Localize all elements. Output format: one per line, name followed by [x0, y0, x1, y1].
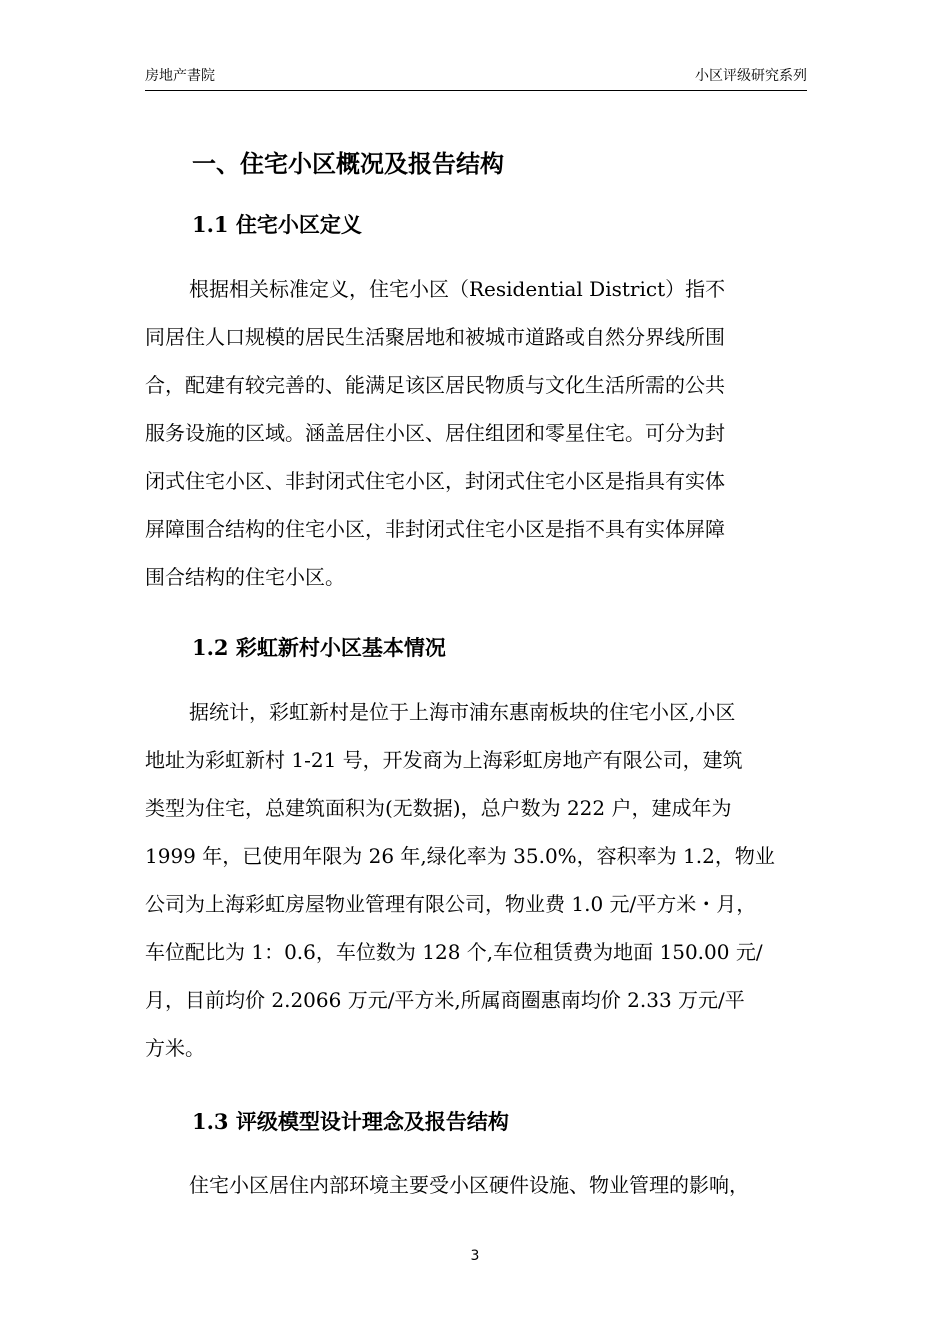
- paragraph-line: 公司为上海彩虹房屋物业管理有限公司，物业费 1.0 元/平方米・月，: [145, 892, 757, 916]
- paragraph-line: 服务设施的区域。涵盖居住小区、居住组团和零星住宅。可分为封: [145, 421, 725, 445]
- paragraph-line: 屏障围合结构的住宅小区，非封闭式住宅小区是指不具有实体屏障: [145, 517, 725, 541]
- paragraph-model-design: [145, 1161, 807, 1209]
- paragraph-line: 合，配建有较完善的、能满足该区居民物质与文化生活所需的公共: [145, 373, 725, 397]
- paragraph-line: 1999 年，已使用年限为 26 年,绿化率为 35.0%，容积率为 1.2，物业: [145, 844, 775, 868]
- paragraph-line: 月，目前均价 2.2066 万元/平方米,所属商圈惠南均价 2.33 万元/平: [145, 988, 745, 1012]
- paragraph-line: 据统计，彩虹新村是位于上海市浦东惠南板块的住宅小区,小区: [189, 700, 736, 724]
- paragraph-line: 方米。: [145, 1036, 205, 1060]
- subsection-title-1-1: 1.1 住宅小区定义: [192, 212, 362, 237]
- paragraph-line: 类型为住宅，总建筑面积为(无数据)，总户数为 222 户，建成年为: [145, 796, 732, 820]
- section-title: 一、住宅小区概况及报告结构: [192, 149, 504, 178]
- paragraph-line: 住宅小区居住内部环境主要受小区硬件设施、物业管理的影响，: [189, 1173, 749, 1197]
- header-publisher: 房地产書院: [145, 68, 215, 84]
- page-header: [145, 62, 807, 91]
- paragraph-line: 闭式住宅小区、非封闭式住宅小区，封闭式住宅小区是指具有实体: [145, 469, 725, 493]
- subsection-title-1-2: 1.2 彩虹新村小区基本情况: [192, 635, 446, 660]
- paragraph-basic-info: [145, 688, 807, 1072]
- subsection-title-1-3: 1.3 评级模型设计理念及报告结构: [192, 1109, 509, 1134]
- paragraph-line: 同居住人口规模的居民生活聚居地和被城市道路或自然分界线所围: [145, 325, 725, 349]
- paragraph-definition: [145, 265, 807, 601]
- paragraph-line: 地址为彩虹新村 1-21 号，开发商为上海彩虹房地产有限公司，建筑: [145, 748, 743, 772]
- paragraph-line: 车位配比为 1：0.6，车位数为 128 个,车位租赁费为地面 150.00 元/: [145, 940, 763, 964]
- paragraph-line: 根据相关标准定义，住宅小区（Residential District）指不: [189, 277, 726, 301]
- paragraph-line: 围合结构的住宅小区。: [145, 565, 345, 589]
- header-series: 小区评级研究系列: [695, 68, 807, 84]
- page-number: 3: [470, 1248, 480, 1264]
